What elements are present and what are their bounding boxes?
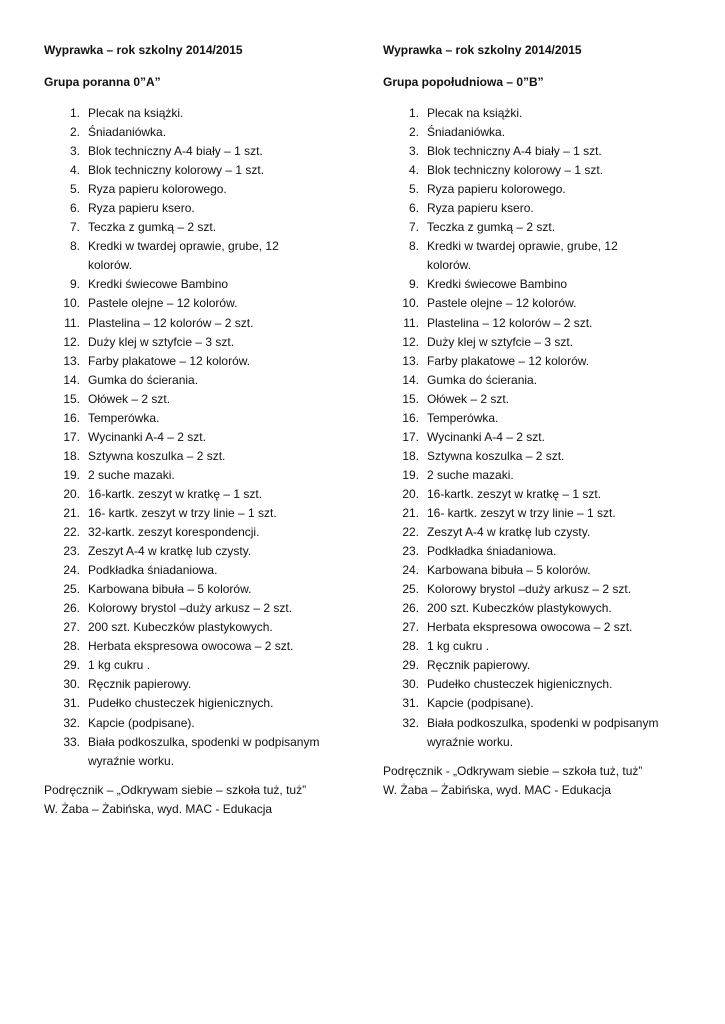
item-number: 14.: [63, 372, 80, 387]
list-item: [383, 523, 703, 542]
item-text: Ryza papieru kolorowego.: [88, 182, 227, 197]
list-item: [44, 542, 364, 561]
left-column: [44, 41, 364, 819]
list-item: [383, 542, 703, 561]
list-item: [44, 618, 364, 637]
item-number: 19.: [63, 467, 80, 482]
item-text: Plastelina – 12 kolorów – 2 szt.: [88, 315, 254, 330]
item-number: 3.: [408, 144, 419, 159]
item-text: Biała podkoszulka, spodenki w podpisanym wyraźnie worku.: [88, 734, 320, 768]
item-text: Farby plakatowe – 12 kolorów.: [427, 353, 590, 368]
item-number: 4.: [408, 163, 419, 178]
item-text: Pastele olejne – 12 kolorów.: [427, 296, 577, 311]
list-item: [383, 371, 703, 390]
item-number: 1.: [69, 106, 80, 120]
list-item: [383, 466, 703, 485]
list-item: [383, 504, 703, 523]
list-item: [383, 428, 703, 447]
page-title: Wyprawka – rok szkolny 2014/2015: [383, 43, 582, 57]
list-item: [383, 123, 703, 142]
list-item: [44, 714, 364, 733]
item-number: 31.: [402, 696, 419, 711]
list-item: [44, 371, 364, 390]
item-text: Ręcznik papierowy.: [88, 677, 192, 692]
list-item: [383, 656, 703, 675]
list-item: [44, 352, 364, 371]
list-item: [44, 333, 364, 352]
item-number: 19.: [402, 467, 419, 482]
item-number: 5.: [69, 182, 80, 197]
item-number: 28.: [402, 639, 419, 654]
item-number: 8.: [408, 239, 419, 254]
item-text: Karbowana bibuła – 5 kolorów.: [427, 563, 591, 578]
list-item: [383, 409, 703, 428]
list-item: [44, 656, 364, 675]
item-text: Ryza papieru ksero.: [88, 201, 195, 216]
group-heading: Grupa popołudniowa – 0”B”: [383, 75, 544, 89]
item-number: 16.: [63, 410, 80, 425]
item-text: Temperówka.: [88, 410, 160, 425]
item-text: Sztywna koszulka – 2 szt.: [427, 448, 565, 463]
item-text: Blok techniczny A-4 biały – 1 szt.: [88, 144, 263, 159]
list-item: [44, 409, 364, 428]
list-item: [44, 466, 364, 485]
item-number: 13.: [402, 353, 419, 368]
item-number: 20.: [63, 486, 80, 501]
item-number: 18.: [63, 448, 80, 463]
item-text: Wycinanki A-4 – 2 szt.: [427, 429, 545, 444]
list-item: [44, 142, 364, 161]
list-item: [44, 637, 364, 656]
item-text: Podkładka śniadaniowa.: [427, 544, 557, 559]
item-number: 32.: [402, 715, 419, 730]
item-text: 16-kartk. zeszyt w kratkę – 1 szt.: [88, 486, 263, 501]
list-item: [44, 694, 364, 713]
list-item: [44, 733, 364, 771]
list-item: [44, 504, 364, 523]
item-text: Blok techniczny kolorowy – 1 szt.: [427, 163, 604, 178]
item-text: Ryza papieru kolorowego.: [427, 182, 566, 197]
list-item: [44, 104, 364, 123]
item-text: Teczka z gumką – 2 szt.: [427, 220, 556, 235]
item-text: Kredki świecowe Bambino: [88, 277, 229, 292]
item-text: 1 kg cukru .: [427, 639, 490, 654]
textbook-author: W. Żaba – Żabińska, wyd. MAC - Edukacja: [383, 782, 612, 797]
item-text: Blok techniczny A-4 biały – 1 szt.: [427, 144, 602, 159]
item-text: Farby plakatowe – 12 kolorów.: [88, 353, 251, 368]
list-item: [383, 694, 703, 713]
textbook-title: Podręcznik - „Odkrywam siebie – szkoła tuż, tuż”: [383, 763, 643, 778]
list-item: [44, 275, 364, 294]
item-number: 24.: [402, 563, 419, 578]
list-item: [44, 199, 364, 218]
list-item: [383, 352, 703, 371]
group-heading: Grupa poranna 0”A”: [44, 75, 161, 89]
list-item: [383, 314, 703, 333]
item-text: Herbata ekspresowa owocowa – 2 szt.: [88, 639, 294, 654]
item-text: 200 szt. Kubeczków plastykowych.: [88, 620, 273, 635]
item-text: Kredki świecowe Bambino: [427, 277, 568, 292]
item-text: 1 kg cukru .: [88, 658, 151, 673]
item-number: 11.: [64, 315, 80, 330]
item-text: Gumka do ścierania.: [88, 372, 199, 387]
item-number: 15.: [402, 391, 419, 406]
item-text: Pudełko chusteczek higienicznych.: [88, 696, 274, 711]
item-text: Plecak na książki.: [88, 106, 184, 120]
item-number: 6.: [408, 201, 419, 216]
item-text: Duży klej w sztyfcie – 3 szt.: [427, 334, 574, 349]
item-text: 16-kartk. zeszyt w kratkę – 1 szt.: [427, 486, 602, 501]
item-number: 16.: [402, 410, 419, 425]
item-number: 25.: [402, 582, 419, 597]
list-item: [44, 180, 364, 199]
list-item: [383, 199, 703, 218]
item-number: 22.: [63, 525, 80, 540]
item-text: Pudełko chusteczek higienicznych.: [427, 677, 613, 692]
item-text: Biała podkoszulka, spodenki w podpisanym wyraźnie worku.: [427, 715, 659, 749]
item-number: 27.: [402, 620, 419, 635]
item-number: 33.: [63, 734, 80, 749]
item-number: 23.: [63, 544, 80, 559]
list-item: [44, 218, 364, 237]
item-number: 2.: [69, 125, 80, 140]
item-number: 7.: [408, 220, 419, 235]
item-text: Sztywna koszulka – 2 szt.: [88, 448, 226, 463]
item-number: 18.: [402, 448, 419, 463]
textbook-author: W. Żaba – Żabińska, wyd. MAC - Edukacja: [44, 801, 273, 816]
list-item: [44, 123, 364, 142]
item-number: 14.: [402, 372, 419, 387]
list-item: [383, 675, 703, 694]
item-number: 9.: [69, 277, 80, 292]
item-text: Plecak na książki.: [427, 106, 523, 120]
list-item: [383, 618, 703, 637]
item-text: Duży klej w sztyfcie – 3 szt.: [88, 334, 235, 349]
item-text: Ołówek – 2 szt.: [88, 391, 171, 406]
item-text: Temperówka.: [427, 410, 499, 425]
item-number: 15.: [63, 391, 80, 406]
item-text: Kolorowy brystol –duży arkusz – 2 szt.: [88, 601, 293, 616]
item-text: Wycinanki A-4 – 2 szt.: [88, 429, 206, 444]
textbook-note: [44, 781, 364, 819]
item-number: 10.: [63, 296, 80, 311]
item-number: 1.: [408, 106, 419, 120]
list-item: [383, 561, 703, 580]
item-number: 30.: [402, 677, 419, 692]
page-title: Wyprawka – rok szkolny 2014/2015: [44, 43, 243, 57]
item-number: 31.: [63, 696, 80, 711]
right-column: [383, 41, 703, 800]
item-number: 21.: [63, 505, 80, 520]
item-number: 2.: [408, 125, 419, 140]
item-number: 11.: [403, 315, 419, 330]
item-text: Ręcznik papierowy.: [427, 658, 531, 673]
list-item: [383, 599, 703, 618]
item-text: Kapcie (podpisane).: [88, 715, 195, 730]
item-text: Teczka z gumką – 2 szt.: [88, 220, 217, 235]
item-number: 17.: [63, 429, 80, 444]
list-item: [44, 161, 364, 180]
item-text: Ołówek – 2 szt.: [427, 391, 510, 406]
item-number: 28.: [63, 639, 80, 654]
list-item: [44, 237, 364, 275]
textbook-title: Podręcznik – „Odkrywam siebie – szkoła tuż, tuż”: [44, 782, 307, 797]
supply-list: [383, 104, 703, 752]
item-number: 23.: [402, 544, 419, 559]
item-text: Zeszyt A-4 w kratkę lub czysty.: [427, 525, 591, 540]
list-item: [383, 161, 703, 180]
item-number: 3.: [69, 144, 80, 159]
list-item: [383, 637, 703, 656]
item-number: 29.: [63, 658, 80, 673]
list-item: [44, 428, 364, 447]
list-item: [44, 390, 364, 409]
list-item: [44, 675, 364, 694]
list-item: [383, 104, 703, 123]
item-text: 16- kartk. zeszyt w trzy linie – 1 szt.: [427, 505, 616, 520]
item-number: 29.: [402, 658, 419, 673]
item-number: 5.: [408, 182, 419, 197]
list-item: [383, 275, 703, 294]
item-number: 7.: [69, 220, 80, 235]
item-number: 13.: [63, 353, 80, 368]
item-number: 12.: [63, 334, 80, 349]
list-item: [383, 237, 703, 275]
item-number: 8.: [69, 239, 80, 254]
item-number: 21.: [402, 505, 419, 520]
item-text: 200 szt. Kubeczków plastykowych.: [427, 601, 612, 616]
item-number: 32.: [63, 715, 80, 730]
item-text: Podkładka śniadaniowa.: [88, 563, 218, 578]
textbook-note: [383, 762, 703, 800]
item-number: 27.: [63, 620, 80, 635]
item-number: 26.: [63, 601, 80, 616]
list-item: [383, 180, 703, 199]
item-text: Zeszyt A-4 w kratkę lub czysty.: [88, 544, 252, 559]
list-item: [44, 599, 364, 618]
supply-list: [44, 104, 364, 771]
item-text: 2 suche mazaki.: [88, 467, 175, 482]
list-item: [383, 714, 703, 752]
item-number: 24.: [63, 563, 80, 578]
item-text: 2 suche mazaki.: [427, 467, 514, 482]
item-text: Blok techniczny kolorowy – 1 szt.: [88, 163, 265, 178]
item-number: 17.: [402, 429, 419, 444]
item-number: 9.: [408, 277, 419, 292]
item-text: Karbowana bibuła – 5 kolorów.: [88, 582, 252, 597]
list-item: [44, 580, 364, 599]
list-item: [383, 142, 703, 161]
list-item: [383, 485, 703, 504]
item-number: 30.: [63, 677, 80, 692]
list-item: [44, 447, 364, 466]
list-item: [44, 523, 364, 542]
item-number: 26.: [402, 601, 419, 616]
item-number: 22.: [402, 525, 419, 540]
list-item: [383, 294, 703, 313]
item-text: Plastelina – 12 kolorów – 2 szt.: [427, 315, 593, 330]
item-text: Herbata ekspresowa owocowa – 2 szt.: [427, 620, 633, 635]
item-text: Śniadaniówka.: [427, 125, 506, 140]
list-item: [383, 333, 703, 352]
item-number: 10.: [402, 296, 419, 311]
item-text: Kapcie (podpisane).: [427, 696, 534, 711]
item-number: 6.: [69, 201, 80, 216]
list-item: [383, 447, 703, 466]
item-text: Ryza papieru ksero.: [427, 201, 534, 216]
item-number: 20.: [402, 486, 419, 501]
list-item: [383, 580, 703, 599]
item-text: 16- kartk. zeszyt w trzy linie – 1 szt.: [88, 505, 277, 520]
list-item: [44, 314, 364, 333]
item-text: Kredki w twardej oprawie, grube, 12 kolorów.: [427, 239, 618, 273]
list-item: [383, 218, 703, 237]
item-text: 32-kartk. zeszyt korespondencji.: [88, 525, 260, 540]
item-number: 25.: [63, 582, 80, 597]
item-text: Kolorowy brystol –duży arkusz – 2 szt.: [427, 582, 632, 597]
item-number: 4.: [69, 163, 80, 178]
item-number: 12.: [402, 334, 419, 349]
list-item: [44, 561, 364, 580]
item-text: Gumka do ścierania.: [427, 372, 538, 387]
item-text: Śniadaniówka.: [88, 125, 167, 140]
item-text: Pastele olejne – 12 kolorów.: [88, 296, 238, 311]
list-item: [383, 390, 703, 409]
list-item: [44, 485, 364, 504]
list-item: [44, 294, 364, 313]
item-text: Kredki w twardej oprawie, grube, 12 kolorów.: [88, 239, 279, 273]
